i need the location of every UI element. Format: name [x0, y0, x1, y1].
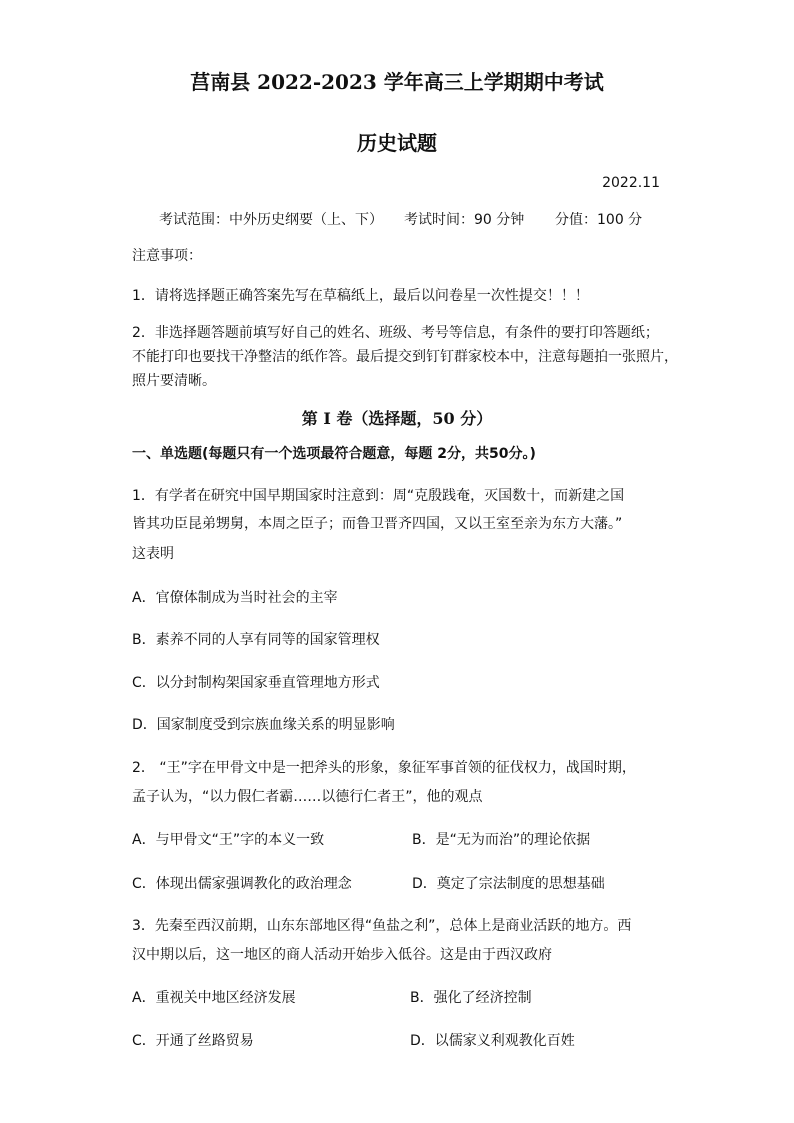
- q1-stem-line-2: 皆其功臣昆弟甥舅，本周之臣子；而鲁卫晋齐四国，又以王室至亲为东方大藩。”: [132, 516, 623, 532]
- exam-title: 莒南县 2022-2023 学年高三上学期期中考试: [190, 70, 604, 94]
- notice-item-1: 1．请将选择题正确答案先写在草稿纸上，最后以问卷星一次性提交！！！: [132, 288, 589, 304]
- q2-option-a: A．与甲骨文“王”字的本义一致: [132, 832, 325, 848]
- q1-stem-line-3: 这表明: [132, 546, 174, 562]
- exam-scope: 考试范围：中外历史纲要（上、下）: [159, 212, 383, 228]
- q1-option-b: B．素养不同的人享有同等的国家管理权: [132, 632, 380, 648]
- q3-stem-line-1: 3．先秦至西汉前期，山东东部地区得“鱼盐之利”，总体上是商业活跃的地方。西: [132, 918, 632, 934]
- q3-option-b: B．强化了经济控制: [410, 990, 532, 1006]
- q2-option-d: D．奠定了宗法制度的思想基础: [412, 876, 605, 892]
- notice-label: 注意事项：: [132, 248, 202, 264]
- q3-option-d: D．以儒家义利观教化百姓: [410, 1033, 575, 1049]
- q2-option-b: B．是“无为而治”的理论依据: [412, 832, 591, 848]
- q3-option-c: C．开通了丝路贸易: [132, 1033, 254, 1049]
- q1-option-c: C．以分封制构架国家垂直管理地方形式: [132, 675, 380, 691]
- part-heading: 一、单选题(每题只有一个选项最符合题意，每题 2分，共50分。): [132, 446, 536, 462]
- subject-title: 历史试题: [357, 131, 437, 155]
- q1-option-d: D．国家制度受到宗族血缘关系的明显影响: [132, 717, 395, 733]
- q2-option-c: C．体现出儒家强调教化的政治理念: [132, 876, 352, 892]
- notice-item-2-line-3: 照片要清晰。: [132, 373, 216, 389]
- notice-item-2-line-1: 2．非选择题答题前填写好自己的姓名、班级、考号等信息，有条件的要打印答题纸；: [132, 325, 659, 341]
- q3-stem-line-2: 汉中期以后，这一地区的商人活动开始步入低谷。这是由于西汉政府: [132, 947, 552, 963]
- notice-item-2-line-2: 不能打印也要找干净整洁的纸作答。最后提交到钉钉群家校本中，注意每题拍一张照片，: [132, 349, 678, 365]
- exam-score: 分值：100 分: [555, 212, 643, 228]
- q2-stem-line-1: 2． “王”字在甲骨文中是一把斧头的形象，象征军事首领的征伐权力，战国时期，: [132, 760, 636, 776]
- q3-option-a: A．重视关中地区经济发展: [132, 990, 296, 1006]
- q2-stem-line-2: 孟子认为，“以力假仁者霸……以德行仁者王”，他的观点: [132, 789, 483, 805]
- exam-time: 考试时间：90 分钟: [404, 212, 525, 228]
- q1-stem-line-1: 1．有学者在研究中国早期国家时注意到：周“克殷践奄，灭国数十，而新建之国: [132, 488, 625, 504]
- exam-date: 2022.11: [602, 175, 660, 191]
- section-title: 第 I 卷（选择题，50 分）: [301, 409, 493, 428]
- q1-option-a: A．官僚体制成为当时社会的主宰: [132, 590, 338, 606]
